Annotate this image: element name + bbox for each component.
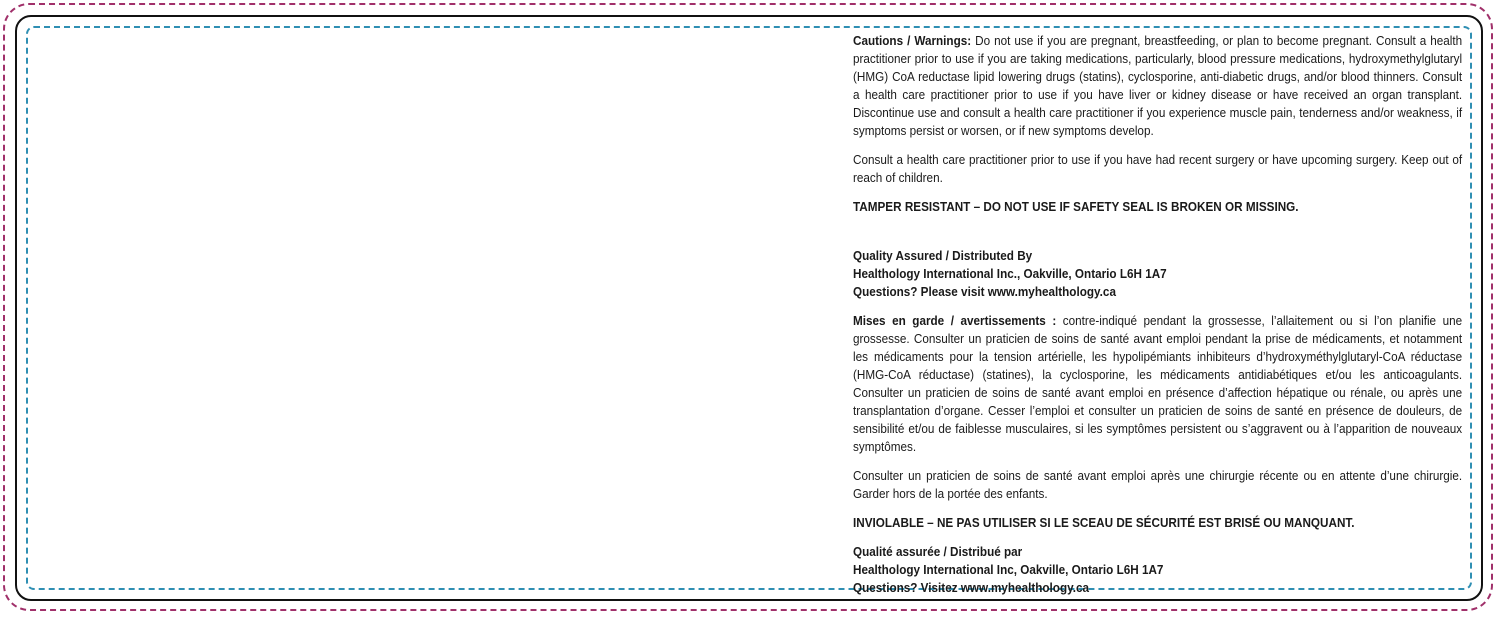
fr-distributor-line-1: Qualité assurée / Distribué par	[853, 545, 1023, 559]
en-cautions-paragraph	[853, 32, 1462, 140]
fr-cautions-paragraph	[853, 312, 1462, 456]
fr-surgery-note: Consulter un praticien de soins de santé avant emploi après une chirurgie récente ou en attente d’une chirurgie. Garder hors de la portée des enfants.	[853, 469, 1463, 501]
en-distributor-line-2: Healthology International Inc., Oakville, Ontario L6H 1A7	[853, 267, 1167, 281]
fr-cautions-body: contre-indiqué pendant la grossesse, l’allaitement ou si l’on planifie une grossesse. Consulter un praticien de soins de santé avant emploi pendant la prise de médicaments, et notamment les médicaments pour la tension artérielle, les hypolipémiants inhibiteurs d’hydroxyméthylglutaryl-CoA réductase (HMG-CoA réductase) (statines), la cyclosporine, les médicaments antidiabétiques et/ou les anticoagulants. Consulter un praticien de soins de santé avant emploi en présence d’affection hépatique ou rénale, ou après une transplantation d’organe. Cesser l’emploi et consulter un praticien de soins de santé en présence de douleurs, de sensibilité et/ou de faiblesse musculaires, si les symptômes persistent ou s’aggravent ou à l’apparition de nouveaux symptômes.	[853, 314, 1463, 454]
en-cautions-body: Do not use if you are pregnant, breastfeeding, or plan to become pregnant. Consult a health practitioner prior to use if you are taking medications, particularly, blood pressure medications, hydroxymethylglutaryl (HMG) CoA reductase lipid lowering drugs (statins), cyclosporine, anti-diabetic drugs, and/or blood thinners. Consult a health care practitioner prior to use if you have liver or kidney disease or have received an organ transplant. Discontinue use and consult a health care practitioner if you experience muscle pain, tenderness and/or weakness, if symptoms persist or worsen, or if new symptoms develop.	[853, 34, 1463, 138]
en-distributor-block	[853, 247, 1462, 301]
spacer	[853, 227, 1462, 247]
en-distributor-line-3: Questions? Please visit www.myhealthology.ca	[853, 285, 1116, 299]
fr-distributor-block	[853, 543, 1462, 597]
en-distributor-line-1: Quality Assured / Distributed By	[853, 249, 1033, 263]
fr-distributor-line-3: Questions? Visitez www.myhealthology.ca	[853, 581, 1090, 595]
en-cautions-heading: Cautions / Warnings:	[853, 34, 972, 48]
label-text-panel	[853, 32, 1462, 608]
fr-tamper-warning: INVIOLABLE – NE PAS UTILISER SI LE SCEAU DE SÉCURITÉ EST BRISÉ OU MANQUANT.	[853, 516, 1355, 530]
en-tamper-warning: TAMPER RESISTANT – DO NOT USE IF SAFETY SEAL IS BROKEN OR MISSING.	[853, 200, 1299, 214]
en-surgery-note: Consult a health care practitioner prior to use if you have had recent surgery or have upcoming surgery. Keep out of reach of children.	[853, 153, 1463, 185]
fr-cautions-heading: Mises en garde / avertissements :	[853, 314, 1057, 328]
fr-distributor-line-2: Healthology International Inc, Oakville, Ontario L6H 1A7	[853, 563, 1164, 577]
